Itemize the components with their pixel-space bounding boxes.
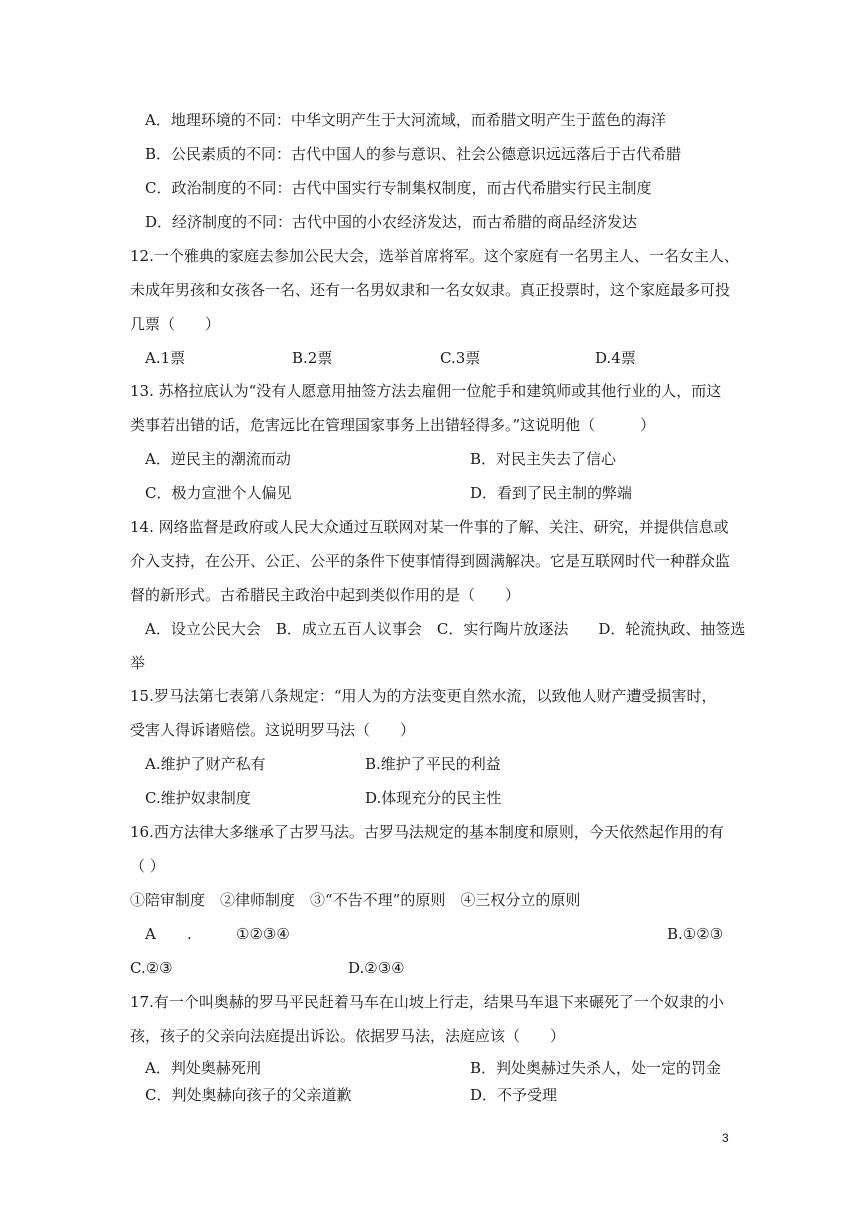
- q16-option-a-text: ①②③④: [236, 925, 290, 943]
- q15-option-d: D.体现充分的民主性: [365, 789, 502, 807]
- q11-option-a: A．地理环境的不同：中华文明产生于大河流域，而希腊文明产生于蓝色的海洋: [145, 111, 666, 129]
- q13-option-d: D．看到了民主制的弊端: [470, 484, 633, 502]
- q12-option-a: A.1票: [145, 349, 186, 367]
- q16-stem-line-1: 16.西方法律大多继承了古罗马法。古罗马法规定的基本制度和原则，今天依然起作用的有: [130, 823, 724, 841]
- q15-option-b: B.维护了平民的利益: [365, 755, 501, 773]
- q13-stem-line-1: 13. 苏格拉底认为“没有人愿意用抽签方法去雇佣一位舵手和建筑师或其他行业的人，而这: [130, 382, 722, 400]
- q16-option-b: B.①②③: [667, 925, 724, 943]
- q11-option-d: D．经济制度的不同：古代中国的小农经济发达，而古希腊的商品经济发达: [145, 213, 638, 231]
- q17-option-b: B．判处奥赫过失杀人，处一定的罚金: [470, 1059, 722, 1077]
- q17-option-a: A．判处奥赫死刑: [145, 1059, 261, 1077]
- q16-stem-line-2: （ ）: [130, 857, 165, 875]
- q12-stem-line-2: 未成年男孩和女孩各一名、还有一名男奴隶和一名女奴隶。真正投票时，这个家庭最多可投: [130, 281, 731, 299]
- q14-options: A．设立公民大会 B．成立五百人议事会 C．实行陶片放逐法 D．轮流执政、抽签选: [145, 620, 746, 638]
- q13-option-b: B．对民主失去了信心: [470, 450, 617, 468]
- q17-option-d: D．不予受理: [470, 1086, 558, 1104]
- q11-option-c: C．政治制度的不同：古代中国实行专制集权制度，而古代希腊实行民主制度: [145, 179, 652, 197]
- q13-option-c: C．极力宣泄个人偏见: [145, 484, 292, 502]
- q16-items: ①陪审制度 ②律师制度 ③“不告不理”的原则 ④三权分立的原则: [130, 891, 581, 909]
- q14-stem-line-1: 14. 网络监督是政府或人民大众通过互联网对某一件事的了解、关注、研究，并提供信息或: [130, 518, 729, 536]
- q13-option-a: A．逆民主的潮流而动: [145, 450, 291, 468]
- page-number: 3: [722, 1131, 729, 1145]
- q17-stem-line-2: 孩，孩子的父亲向法庭提出诉讼。依据罗马法，法庭应该（ ）: [130, 1027, 566, 1045]
- q15-option-c: C.维护奴隶制度: [145, 789, 251, 807]
- q14-stem-line-3: 督的新形式。古希腊民主政治中起到类似作用的是（ ）: [130, 586, 521, 604]
- q15-stem-line-2: 受害人得诉诸赔偿。这说明罗马法（ ）: [130, 721, 416, 739]
- q12-option-c: C.3票: [440, 349, 481, 367]
- q12-option-d: D.4票: [595, 349, 636, 367]
- q17-stem-line-1: 17.有一个叫奥赫的罗马平民赶着马车在山坡上行走，结果马车退下来碾死了一个奴隶的小: [130, 993, 724, 1011]
- q13-stem-line-2: 类事若出错的话，危害远比在管理国家事务上出错轻得多。”这说明他（ ）: [130, 416, 656, 434]
- q14-stem-line-2: 介入支持，在公开、公正、公平的条件下使事情得到圆满解决。它是互联网时代一种群众监: [130, 552, 731, 570]
- q16-option-d: D.②③④: [348, 959, 405, 977]
- q12-stem-line-1: 12.一个雅典的家庭去参加公民大会，选举首席将军。这个家庭有一名男主人、一名女主人、: [130, 247, 739, 265]
- q11-option-b: B．公民素质的不同：古代中国人的参与意识、社会公德意识远远落后于古代希腊: [145, 145, 682, 163]
- q17-option-c: C．判处奥赫向孩子的父亲道歉: [145, 1086, 352, 1104]
- q12-option-b: B.2票: [292, 349, 333, 367]
- q16-option-c: C.②③: [130, 959, 173, 977]
- q15-option-a: A.维护了财产私有: [145, 755, 266, 773]
- q12-stem-line-3: 几票（ ）: [130, 315, 221, 333]
- q16-option-a-letter: A: [145, 925, 156, 943]
- q14-options-wrap: 举: [130, 654, 146, 672]
- q16-option-a-dot: .: [187, 925, 192, 943]
- q15-stem-line-1: 15.罗马法第七表第八条规定：“用人为的方法变更自然水流，以致他人财产遭受损害时，: [130, 687, 717, 705]
